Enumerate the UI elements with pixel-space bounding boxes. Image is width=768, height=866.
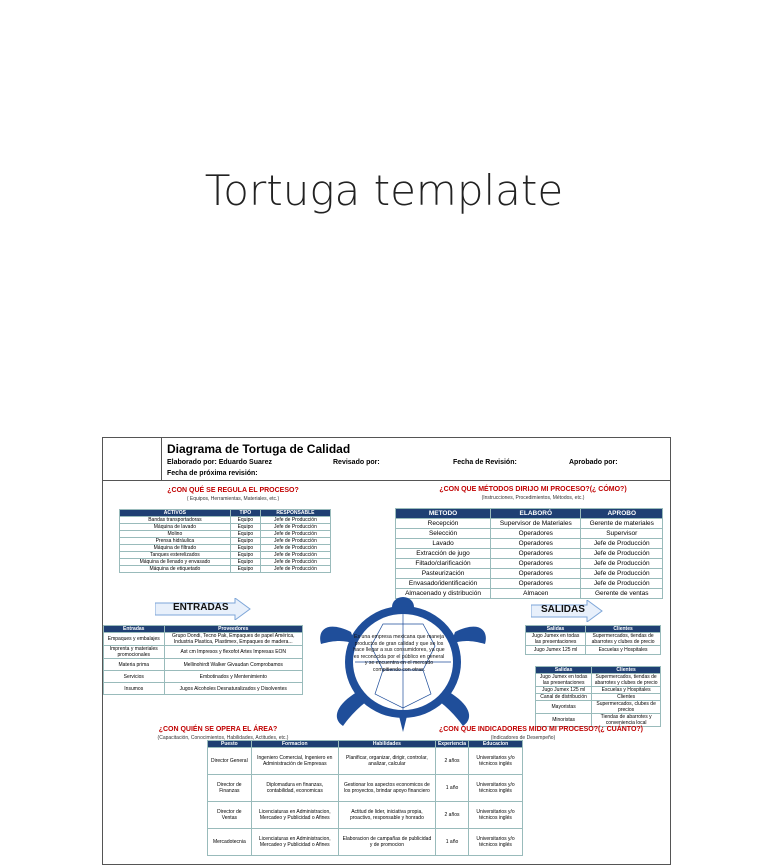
table-row: [104, 683, 303, 695]
table-row: [526, 633, 661, 646]
table-cell: Tanques esterelizados: [120, 552, 231, 559]
table-cell: Operadores: [491, 539, 581, 549]
table-cell: Molino: [120, 531, 231, 538]
table-row: [208, 775, 523, 802]
personal-table: [207, 740, 523, 856]
table-row: [120, 517, 331, 524]
section-quien-sub: (Capacitación, Conocimientos, Habilidades, Actitudes, etc.): [157, 735, 289, 741]
table-row: [120, 552, 331, 559]
table-cell: Almacenado y distribución: [396, 589, 491, 599]
table-cell: Jugo Jumex en todas las presentaciones: [526, 633, 586, 646]
table-cell: Operadores: [491, 569, 581, 579]
section-regula-sub: ( Equipos, Herramientas, Materiales, etc.): [186, 496, 280, 502]
column-header: Educacion: [469, 741, 523, 748]
table-cell: Director de Finanzas: [208, 775, 252, 802]
table-cell: Jefe de Producción: [260, 538, 330, 545]
table-cell: Empaques y embalajes: [104, 633, 165, 646]
metodos-table: [395, 508, 663, 599]
column-header: Entradas: [104, 626, 165, 633]
table-cell: Licenciaturas en Administracion, Mercadeo y Publicidad o Afines: [251, 829, 338, 856]
table-cell: Equipo: [230, 559, 260, 566]
table-cell: Jefe de Producción: [260, 531, 330, 538]
column-header: METODO: [396, 509, 491, 519]
table-cell: Elaboracion de campañas de publicidad y de promocion: [338, 829, 435, 856]
table-cell: 1 año: [435, 775, 468, 802]
table-cell: 1 año: [435, 829, 468, 856]
table-cell: Jefe de Producción: [260, 552, 330, 559]
table-cell: Jefe de Producción: [260, 517, 330, 524]
table-cell: Equipo: [230, 566, 260, 573]
section-metodos-sub: (Instrucciones, Procedimientos, Métodos, etc.): [481, 495, 585, 501]
header-row: [208, 741, 523, 748]
table-cell: Supervisor: [581, 529, 663, 539]
table-row: [120, 545, 331, 552]
table-cell: Minoristas: [536, 714, 592, 727]
table-row: [396, 549, 663, 559]
elaborado-field: Elaborado por: Eduardo Suarez: [167, 459, 273, 466]
column-header: Salidas: [536, 667, 592, 674]
table-cell: Equipo: [230, 531, 260, 538]
revisado-field: Revisado por:: [333, 459, 380, 466]
column-header: Clientes: [586, 626, 661, 633]
table-cell: Jefe de Producción: [260, 545, 330, 552]
aprobado-field: Aprobado por:: [569, 459, 618, 466]
table-row: [536, 687, 661, 694]
header-row: [526, 626, 661, 633]
table-cell: Actitud de lider, iniciativa propia, proactivo, responsable y honrado: [338, 802, 435, 829]
table-row: [396, 519, 663, 529]
table-cell: Gerente de ventas: [581, 589, 663, 599]
table-cell: Operadores: [491, 529, 581, 539]
table-cell: Embotinados y Mentenimiento: [164, 671, 302, 683]
activos-table: [119, 509, 331, 573]
table-row: [536, 694, 661, 701]
table-cell: Gerente de materiales: [581, 519, 663, 529]
table-cell: Almacen: [491, 589, 581, 599]
table-cell: Jefe de Producción: [581, 559, 663, 569]
column-header: RESPONSABLE: [260, 510, 330, 517]
column-header: Habilidades: [338, 741, 435, 748]
table-row: [536, 674, 661, 687]
table-cell: Universitarios y/o técnicos inglés: [469, 802, 523, 829]
table-cell: Operadores: [491, 549, 581, 559]
logo-box: [103, 438, 162, 480]
table-cell: Filtado/clarificación: [396, 559, 491, 569]
table-cell: Planificar, organizar, dirigir, controlar, analizar, calcular: [338, 748, 435, 775]
document-header: [103, 438, 670, 481]
table-row: [208, 802, 523, 829]
table-cell: Jefe de Producción: [260, 566, 330, 573]
table-cell: Ingeniero Comercial, Ingeniero en Administración de Empresas: [251, 748, 338, 775]
table-cell: Mercadotecnia: [208, 829, 252, 856]
table-cell: Clientes: [592, 694, 661, 701]
table-cell: Jefe de Producción: [581, 579, 663, 589]
table-cell: Gestionar los aspectos economicos de los proyectos, brindar apoyo financiero: [338, 775, 435, 802]
table-cell: Escuelas y Hospitales: [586, 646, 661, 655]
table-cell: Servicios: [104, 671, 165, 683]
table-cell: Máquina de llenado y envasado: [120, 559, 231, 566]
table-cell: Diplomadura en finanzas, contabilidad, economicas: [251, 775, 338, 802]
table-cell: Escuelas y Hospitales: [592, 687, 661, 694]
table-cell: Equipo: [230, 538, 260, 545]
table-cell: Extracción de jugo: [396, 549, 491, 559]
table-cell: Selección: [396, 529, 491, 539]
table-cell: Jefe de Producción: [260, 524, 330, 531]
table-cell: Grupo Dondi, Tecno Pak, Empaques de papel América, Industria Plastica, Plastimex, Empaques de madera...: [164, 633, 302, 646]
table-cell: Ast cm Impresos y flexofot Artes Impresas EON: [164, 646, 302, 659]
table-cell: Bandas transportadoras: [120, 517, 231, 524]
table-cell: Materia prima: [104, 659, 165, 671]
table-row: [536, 701, 661, 714]
table-cell: Mayoristas: [536, 701, 592, 714]
table-row: [120, 538, 331, 545]
salidas-detail-table: [535, 666, 661, 727]
fecha-revision-field: Fecha de Revisión:: [453, 459, 517, 466]
table-cell: Equipo: [230, 517, 260, 524]
table-row: [396, 569, 663, 579]
table-row: [120, 531, 331, 538]
section-quien: ¿CON QUIÉN SE OPERA EL ÁREA?: [158, 726, 278, 733]
section-indicadores-sub: (Indicadores de Desempeño): [490, 735, 556, 741]
table-cell: Tiendas de abarrotes y conveniencia local: [592, 714, 661, 727]
salidas-arrow: [531, 600, 603, 622]
table-cell: Jugos Alcoholes Desnaturalizados y Disolventes: [164, 683, 302, 695]
table-cell: Jefe de Producción: [581, 549, 663, 559]
turtle-description: Es una empresa mexicana que maneja productos de gran calidad y que se los hace llegar a sus consumidores, ya que es reconocida por el público en general y se encuentra en el mercado compitiendo con otras.: [353, 634, 445, 673]
salidas-table: [525, 625, 661, 655]
document-title: Diagrama de Tortuga de Calidad: [167, 442, 351, 456]
table-row: [104, 659, 303, 671]
table-row: [396, 529, 663, 539]
table-cell: Imprenta y materiales promocionales: [104, 646, 165, 659]
table-cell: Jefe de Producción: [581, 539, 663, 549]
salidas-label: SALIDAS: [541, 604, 585, 615]
table-cell: Jugo Jumex 125 ml: [536, 687, 592, 694]
column-header: Puesto: [208, 741, 252, 748]
table-row: [104, 646, 303, 659]
table-cell: Supermercados, tiendas de abarrotes y clubes de precio: [586, 633, 661, 646]
table-cell: Universitarios y/o técnicos inglés: [469, 748, 523, 775]
column-header: ACTIVOS: [120, 510, 231, 517]
table-cell: Supermercados, tiendas de abarrotes y clubes de precio: [592, 674, 661, 687]
fecha-proxima-field: Fecha de próxima revisión:: [167, 470, 258, 477]
table-cell: Universitarios y/o técnicos inglés: [469, 829, 523, 856]
table-cell: Operadores: [491, 579, 581, 589]
column-header: Proveedores: [164, 626, 302, 633]
table-row: [120, 559, 331, 566]
entradas-label: ENTRADAS: [173, 602, 229, 613]
section-indicadores: ¿CON QUE INDICADORES MIDO MI PROCESO?(¿ CUÁNTO?): [438, 726, 644, 733]
table-cell: Recepción: [396, 519, 491, 529]
table-cell: Jefe de Producción: [260, 559, 330, 566]
table-cell: Jefe de Producción: [581, 569, 663, 579]
column-header: Experiencia: [435, 741, 468, 748]
table-cell: Director General: [208, 748, 252, 775]
table-cell: Máquina de filtrado: [120, 545, 231, 552]
table-cell: 2 años: [435, 802, 468, 829]
header-row: [396, 509, 663, 519]
table-cell: Jugo Jumex en todas las presentaciones: [536, 674, 592, 687]
table-row: [536, 714, 661, 727]
header-row: [104, 626, 303, 633]
table-cell: Equipo: [230, 552, 260, 559]
table-cell: Lavado: [396, 539, 491, 549]
table-cell: Director de Ventas: [208, 802, 252, 829]
section-regula: ¿CON QUÉ SE REGULA EL PROCESO?: [167, 487, 299, 494]
table-row: [396, 559, 663, 569]
table-cell: Prensa hidráulica: [120, 538, 231, 545]
column-header: Salidas: [526, 626, 586, 633]
table-cell: Supermercados, clubes de precios: [592, 701, 661, 714]
entradas-table: [103, 625, 303, 695]
table-cell: Universitarios y/o técnicos inglés: [469, 775, 523, 802]
entradas-arrow: [155, 598, 251, 620]
table-row: [396, 579, 663, 589]
table-row: [104, 671, 303, 683]
table-cell: Canal de distribución: [536, 694, 592, 701]
table-cell: Equipo: [230, 545, 260, 552]
table-row: [120, 524, 331, 531]
header-row: [120, 510, 331, 517]
table-row: [104, 633, 303, 646]
table-cell: 2 años: [435, 748, 468, 775]
section-metodos: ¿CON QUE MÉTODOS DIRIJO MI PROCESO?(¿ CÓMO?): [439, 486, 627, 493]
table-cell: Equipo: [230, 524, 260, 531]
slide-title: Tortuga template: [204, 166, 564, 215]
table-cell: Mellinohirdt Walker Givaudan Comprobamos: [164, 659, 302, 671]
table-cell: Envasado/identificación: [396, 579, 491, 589]
column-header: ELABORÓ: [491, 509, 581, 519]
table-cell: Supervisor de Materiales: [491, 519, 581, 529]
table-cell: Máquina de etiquetado: [120, 566, 231, 573]
column-header: TIPO: [230, 510, 260, 517]
header-row: [536, 667, 661, 674]
turtle-diagram-document: [102, 437, 671, 865]
column-header: Clientes: [592, 667, 661, 674]
table-row: [208, 829, 523, 856]
table-row: [526, 646, 661, 655]
column-header: APROBO: [581, 509, 663, 519]
table-cell: Máquina de lavado: [120, 524, 231, 531]
table-cell: Pasteurización: [396, 569, 491, 579]
table-cell: Insumos: [104, 683, 165, 695]
table-row: [208, 748, 523, 775]
table-row: [120, 566, 331, 573]
table-row: [396, 539, 663, 549]
column-header: Formacion: [251, 741, 338, 748]
table-cell: Operadores: [491, 559, 581, 569]
table-cell: Jugo Jumex 125 ml: [526, 646, 586, 655]
table-cell: Licenciaturas en Administracion, Mercadeo y Publicidad o Afines: [251, 802, 338, 829]
